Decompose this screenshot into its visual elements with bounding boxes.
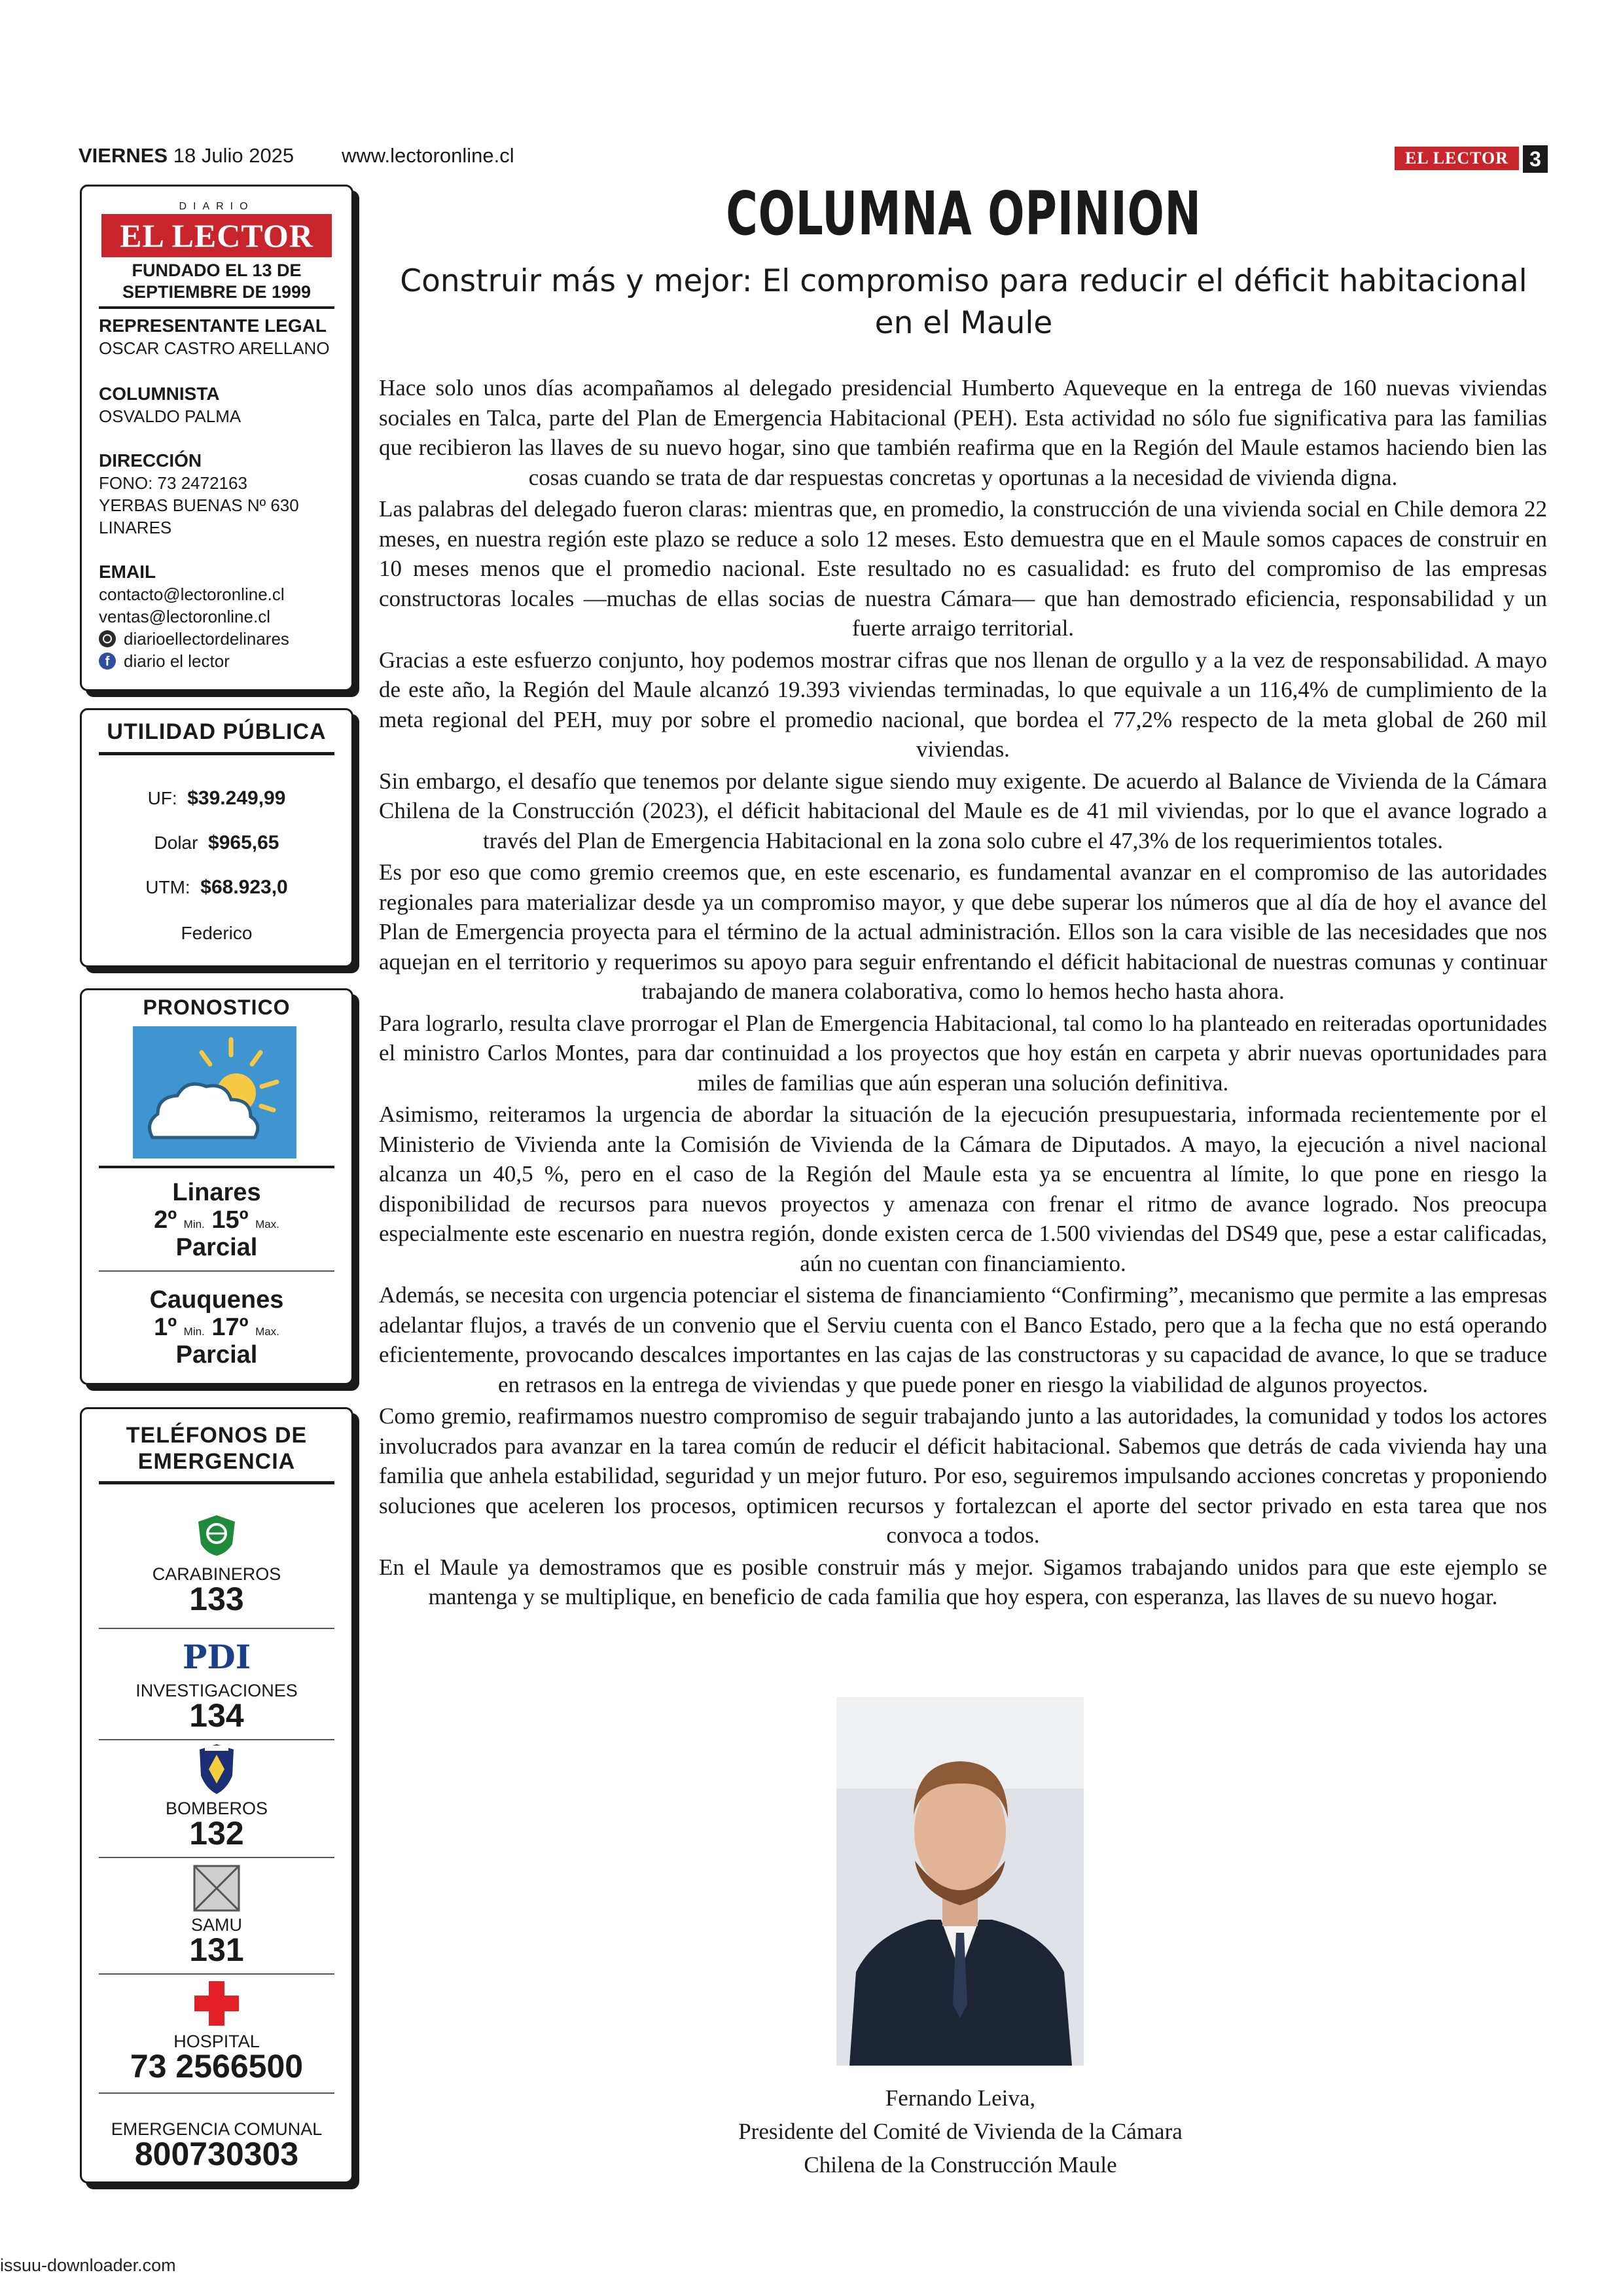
article-paragraph: Gracias a este esfuerzo conjunto, hoy podemos mostrar cifras que nos llenan de orgullo y a la vez de responsabilidad. A mayo de este año, la Región del Maule alcanzó 19.393 viviendas terminadas, lo que equivale a un 116,4% de cumplimiento de la meta regional del PEH, muy por sobre el promedio nacional, que bordea el 77,2% respecto de la meta global de 260 mil viviendas. bbox=[379, 647, 1547, 762]
carabineros-badge-icon bbox=[196, 1514, 238, 1560]
divider bbox=[99, 306, 334, 309]
divider bbox=[99, 1973, 334, 1975]
divider bbox=[99, 1739, 334, 1740]
author-photo bbox=[836, 1697, 1084, 2066]
source-watermark: issuu-downloader.com bbox=[0, 2255, 176, 2275]
emergency-number[interactable]: 73 2566500 bbox=[130, 2048, 304, 2085]
city-name: Linares bbox=[172, 1179, 261, 1206]
email-label: EMAIL bbox=[99, 562, 156, 582]
author-byline bbox=[628, 2081, 1293, 2181]
article-title bbox=[393, 260, 1535, 344]
samu-placeholder-icon bbox=[193, 1865, 240, 1915]
uf-value: $39.249,99 bbox=[187, 787, 286, 809]
city-condition: Parcial bbox=[175, 1234, 258, 1261]
facebook-icon: f bbox=[99, 653, 116, 670]
emergency-label: CARABINEROS bbox=[152, 1564, 281, 1584]
issue-day: VIERNES bbox=[79, 144, 168, 167]
divider bbox=[99, 1166, 334, 1168]
pronostico-title: PRONOSTICO bbox=[143, 996, 291, 1019]
founded-line-2: SEPTIEMBRE DE 1999 bbox=[122, 282, 312, 302]
temp-min: 1º bbox=[154, 1314, 177, 1341]
masthead-box bbox=[80, 185, 353, 691]
article-paragraph: Para lograrlo, resulta clave prorrogar el Plan de Emergencia Habitacional, tal como lo ha planteado en reiteradas oportunidades el ministro Carlos Montes, para dar continuidad a los proyectos que hoy están en carpeta y abrir nuevas oportunidades para miles de familias que aún esperan una solución definitiva. bbox=[379, 1010, 1547, 1096]
max-label: Max. bbox=[255, 1218, 279, 1230]
legal-rep bbox=[99, 315, 330, 359]
uf-label: UF: bbox=[147, 788, 177, 808]
emergencia-title-1: TELÉFONOS DE bbox=[126, 1423, 308, 1448]
masthead-name: EL LECTOR bbox=[120, 217, 313, 254]
red-cross-icon bbox=[193, 1980, 240, 2030]
facebook-handle: diario el lector bbox=[124, 651, 230, 671]
article-paragraph: Como gremio, reafirmamos nuestro compromiso de seguir trabajando junto a las autoridades, la comunidad y todos los actores involucrados para avanzar en la tarea común de reducir el déficit habitacional. Sabemos que detrás de cada vivienda hay una familia que anhela estabilidad, seguridad y un mejor futuro. Por eso, seguiremos impulsando acciones concretas y proponiendo soluciones que aceleren los procesos, optimicen recursos y fortalezcan el aporte del sector privado en esta tarea que nos convoca a todos. bbox=[379, 1403, 1547, 1548]
dolar-row bbox=[82, 832, 351, 854]
utilidad-title: UTILIDAD PÚBLICA bbox=[107, 719, 327, 744]
temp-min: 2º bbox=[154, 1206, 177, 1234]
issue-date-text: 18 Julio 2025 bbox=[173, 144, 294, 167]
instagram-handle: diarioellectordelinares bbox=[124, 629, 289, 649]
emergencia-title bbox=[82, 1422, 351, 1475]
emergency-number[interactable]: 134 bbox=[189, 1697, 244, 1734]
emergency-label: INVESTIGACIONES bbox=[135, 1681, 298, 1700]
city-condition: Parcial bbox=[175, 1341, 258, 1369]
emergency-number[interactable]: 132 bbox=[189, 1815, 244, 1852]
instagram-link[interactable] bbox=[99, 628, 289, 650]
page-number: 3 bbox=[1523, 145, 1548, 173]
max-label: Max. bbox=[255, 1325, 279, 1338]
divider bbox=[99, 2092, 334, 2094]
phone: FONO: 73 2472163 bbox=[99, 473, 247, 493]
title-underline bbox=[99, 752, 334, 755]
website-link[interactable]: www.lectoronline.cl bbox=[342, 144, 514, 167]
email-ventas[interactable]: ventas@lectoronline.cl bbox=[99, 607, 270, 626]
instagram-icon bbox=[99, 630, 116, 647]
article-title-line-1: Construir más y mejor: El compromiso para reducir el déficit habitacional bbox=[400, 263, 1527, 299]
partly-cloudy-icon bbox=[133, 1026, 296, 1158]
emergency-number[interactable]: 800730303 bbox=[134, 2136, 299, 2172]
saint-of-day: Federico bbox=[181, 923, 253, 943]
contact bbox=[99, 561, 289, 672]
legal-rep-label: REPRESENTANTE LEGAL bbox=[99, 315, 327, 336]
email-contacto[interactable]: contacto@lectoronline.cl bbox=[99, 584, 285, 604]
divider bbox=[99, 1857, 334, 1858]
address-label: DIRECCIÓN bbox=[99, 450, 202, 471]
pdi-logo-icon: PDI bbox=[182, 1638, 251, 1676]
divider bbox=[99, 1270, 334, 1272]
pronostico-box bbox=[80, 988, 353, 1385]
article-paragraph: Hace solo unos días acompañamos al delegado presidencial Humberto Aqueveque en la entrega de 160 nuevas viviendas sociales en Talca, parte del Plan de Emergencia Habitacional (PEH). Esta actividad no sólo fue significativa para las familias que recibieron las llaves de su nuevo hogar, sino que también reafirma que en la Región del Maule estamos haciendo bien las cosas cuando se trata de dar respuestas concretas y oportunas a la necesidad de vivienda digna. bbox=[379, 375, 1547, 490]
emergency-number[interactable]: 131 bbox=[189, 1931, 244, 1968]
utm-value: $68.923,0 bbox=[200, 876, 288, 898]
facebook-link[interactable] bbox=[99, 650, 289, 672]
emergency-label: SAMU bbox=[190, 1915, 242, 1935]
article-paragraph: Además, se necesita con urgencia potenciar el sistema de financiamiento “Confirming”, mecanismo que permite a las empresas adelantar flujos, a través de un convenio que el Serviu cuenta con el Banco Estado, pero que a la fecha que no está operando eficientemente, provocando descalces importantes en las cajas de las constructoras y su capacidad de avance, lo que se traduce en retrasos en la entrega de viviendas y que puede poner en riesgo la viabilidad de algunos proyectos. bbox=[379, 1282, 1547, 1397]
emergency-label: EMERGENCIA COMUNAL bbox=[111, 2119, 323, 2139]
issue-date bbox=[79, 143, 294, 169]
street: YERBAS BUENAS Nº 630 bbox=[99, 495, 299, 515]
article-body bbox=[379, 373, 1547, 1614]
divider bbox=[99, 1628, 334, 1629]
page-header bbox=[79, 143, 1548, 173]
city: LINARES bbox=[99, 518, 172, 537]
article-paragraph: Asimismo, reiteramos la urgencia de abordar la situación de la ejecución presupuestaria, informada recientemente por el Ministerio de Vivienda ante la Comisión de Vivienda de la Cámara de Diputados. A mayo, la ejecución a nivel nacional alcanza un 40,5 %, pero en el caso de la Región del Maule esta ya se encuentra al límite, lo que pone en riesgo la disponibilidad de recursos para nuevos proyectos y amenaza con frenar el ritmo de avance logrado. Nos preocupa especialmente este escenario en nuestra región, donde existen cerca de 1.500 viviendas del DS49 que, pese a estar calificadas, aún no cuentan con financiamiento. bbox=[379, 1102, 1547, 1276]
address bbox=[99, 450, 299, 539]
legal-rep-name: OSCAR CASTRO ARELLANO bbox=[99, 338, 330, 358]
article-paragraph: Las palabras del delegado fueron claras: mientras que, en promedio, la construcción de una vivienda social en Chile demora 22 meses, en nuestra región este plazo se reduce a solo 12 meses. Esto demuestra que en el Maule somos capaces de construir en 10 meses menos que el promedio nacional. Este resultado no es casualidad: es fruto del compromiso de las empresas constructoras locales —muchas de ellas socias de nuestra Cámara— que han demostrado eficiencia, responsabilidad y un fuerte arraigo territorial. bbox=[379, 496, 1547, 641]
article-paragraph: En el Maule ya demostramos que es posible construir más y mejor. Sigamos trabajando unidos para que este ejemplo se mantenga y se multiplique, en beneficio de cada familia que hoy espera, con esperanza, las llaves de su nuevo hogar. bbox=[379, 1554, 1547, 1609]
article-title-line-2: en el Maule bbox=[874, 305, 1053, 341]
utilidad-publica-box bbox=[80, 708, 353, 967]
author-name: Fernando Leiva, bbox=[885, 2085, 1036, 2111]
city-name: Cauquenes bbox=[149, 1286, 284, 1314]
columnist bbox=[99, 383, 241, 427]
dolar-label: Dolar bbox=[154, 833, 198, 853]
title-underline bbox=[99, 1481, 334, 1484]
utm-row bbox=[82, 876, 351, 899]
author-role-line-2: Chilena de la Construcción Maule bbox=[804, 2152, 1117, 2178]
founded-line-1: FUNDADO EL 13 DE bbox=[132, 260, 302, 280]
temp-max: 15º bbox=[211, 1206, 249, 1234]
min-label: Min. bbox=[183, 1218, 205, 1230]
columnist-name: OSVALDO PALMA bbox=[99, 406, 241, 426]
emergencia-title-2: EMERGENCIA bbox=[137, 1449, 296, 1474]
min-label: Min. bbox=[183, 1325, 205, 1338]
uf-row bbox=[82, 787, 351, 810]
columnist-label: COLUMNISTA bbox=[99, 384, 220, 404]
masthead-logo bbox=[101, 201, 332, 257]
emergency-label: BOMBEROS bbox=[165, 1799, 268, 1818]
founded-date bbox=[82, 260, 351, 303]
temp-max: 17º bbox=[211, 1314, 249, 1341]
masthead-small-word: DIARIO bbox=[179, 201, 255, 212]
section-title: COLUMNA OPINION bbox=[726, 179, 1202, 249]
utm-label: UTM: bbox=[145, 877, 190, 897]
emergencia-box bbox=[80, 1407, 353, 2183]
emergency-label: HOSPITAL bbox=[173, 2032, 260, 2051]
header-logo: EL LECTOR bbox=[1395, 147, 1519, 170]
author-role-line-1: Presidente del Comité de Vivienda de la Cámara bbox=[738, 2119, 1183, 2144]
dolar-value: $965,65 bbox=[208, 832, 279, 853]
bomberos-badge-icon bbox=[197, 1743, 236, 1799]
emergency-number[interactable]: 133 bbox=[189, 1581, 244, 1617]
article-paragraph: Sin embargo, el desafío que tenemos por delante sigue siendo muy exigente. De acuerdo al Balance de Vivienda de la Cámara Chilena de la Construcción (2023), el déficit habitacional del Maule es de 41 mil viviendas, por lo que el avance logrado a través del Plan de Emergencia Habitacional en la zona solo cubre el 47,3% de los requerimientos totales. bbox=[379, 768, 1547, 853]
article-paragraph: Es por eso que como gremio creemos que, en este escenario, es fundamental avanzar en el compromiso de las autoridades regionales para materializar desde ya un compromiso mayor, y que debe superar los números que al día de hoy el avance del Plan de Emergencia proyecta para el término de la actual administración. Ellos son la cara visible de las necesidades que nos aquejan en el territorio y requerimos su apoyo para seguir enfrentando el déficit habitacional de nuestras comunas y continuar trabajando de manera colaborativa, como lo hemos hecho hasta ahora. bbox=[379, 859, 1547, 1004]
